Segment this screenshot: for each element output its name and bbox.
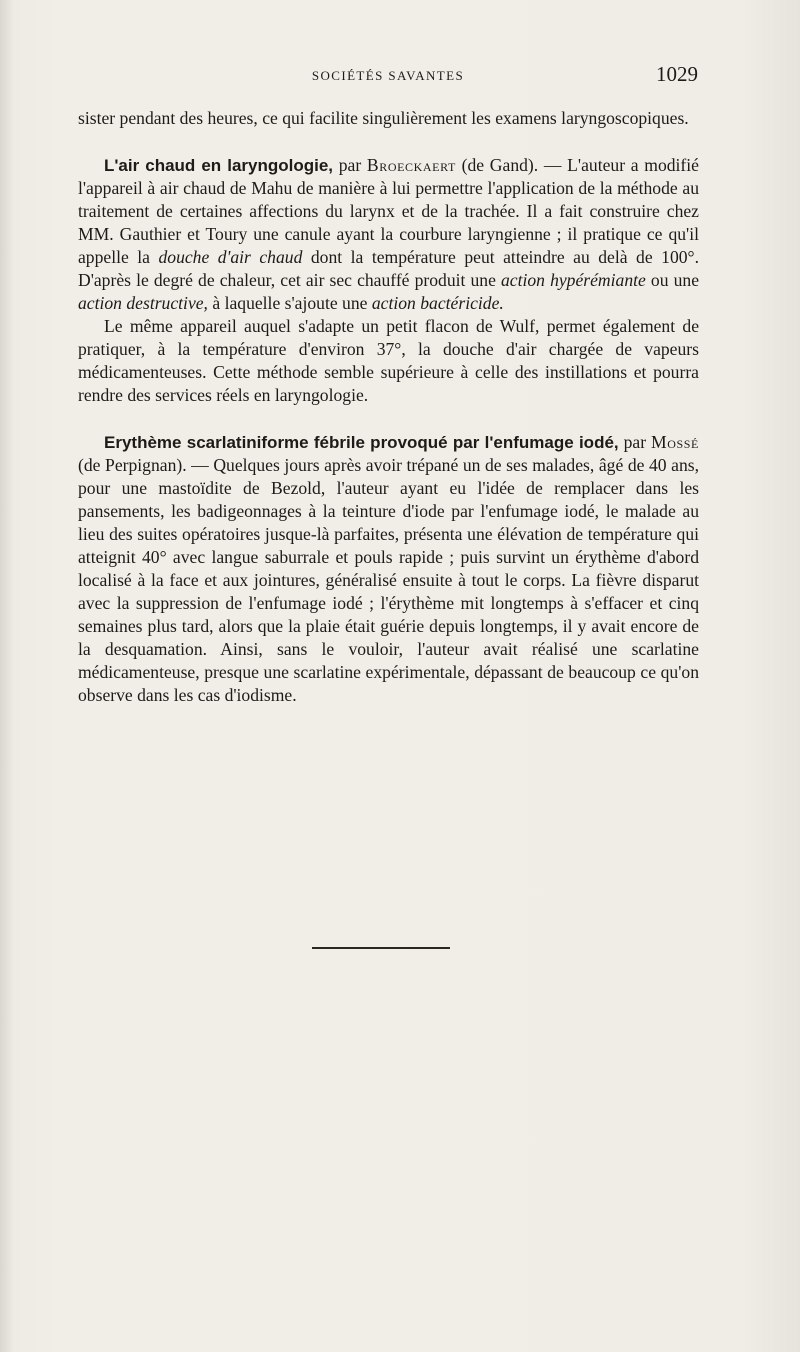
article-title: L'air chaud en laryngologie, (104, 156, 334, 175)
emphasis: action hypérémiante (501, 270, 646, 290)
continued-paragraph: sister pendant des heures, ce qui facilite singulièrement les examens laryngoscopiques. (78, 108, 689, 128)
article-mosse: Erythème scarlatiniforme fébrile provoqué par l'enfumage iodé, par Mossé (de Perpignan). — Quelques jours après avoir trépané un de ses malades, âgé de 40 ans, pour une mastoïdite de Bezold, l'auteur ayant eu l'idée de remplacer dans les pansements, les badigeonnages à la teinture d'iode par l'enfumage iodé, le malade au lieu des suites opératoires jusque-là parfaites, présenta une élévation de température qui atteignit 40° avec langue saburrale et pouls rapide ; puis survint un érythème d'abord localisé à la face et aux jointures, généralisé ensuite à tout le corps. La fièvre disparut avec la suppression de l'enfumage iodé ; l'érythème mit longtemps à s'effacer et cinq semaines plus tard, alors que la plaie était guérie depuis longtemps, il y avait encore de la desquamation. Ainsi, sans le vouloir, l'auteur avait réalisé une scarlatine médicamenteuse, presque une scarlatine expérimentale, dépassant de beaucoup ce qu'on observe dans les cas d'iodisme. (78, 432, 699, 705)
author-name: Broeckaert (366, 155, 456, 175)
running-head: SOCIÉTÉS SAVANTES (311, 68, 465, 83)
page-number: 1029 (656, 62, 698, 86)
emphasis: douche d'air chaud (158, 247, 303, 267)
body-text (78, 107, 699, 707)
emphasis: action bactéricide. (371, 293, 504, 313)
article-broeckaert-paragraph-2: Le même appareil auquel s'adapte un petit flacon de Wulf, permet également de pratiquer, à la température d'environ 37°, la douche d'air chargée de vapeurs médicamenteuses. Cette méthode semble supérieure à celle des instillations et pourra rendre des services réels en laryngologie. (78, 316, 699, 405)
article-title: Erythème scarlatiniforme fébrile provoqué par l'enfumage iodé, (104, 433, 619, 452)
emphasis: action destructive, (78, 293, 208, 313)
section-divider (312, 947, 450, 949)
article-broeckaert: L'air chaud en laryngologie, par Broeckaert (de Gand). — L'auteur a modifié l'appareil à air chaud de Mahu de manière à lui permettre l'application de la méthode au traitement de certaines affections du larynx et de la trachée. Il a fait construire chez MM. Gauthier et Toury une canule ayant la courbure laryngienne ; il pratique ce qu'il appelle la douche d'air chaud dont la température peut atteindre au delà de 100°. D'après le degré de chaleur, cet air sec chauffé produit une action hypérémiante ou une action destructive, à laquelle s'ajoute une action bactéricide. (78, 155, 700, 313)
page-header (78, 62, 698, 92)
author-name: Mossé (651, 432, 699, 452)
